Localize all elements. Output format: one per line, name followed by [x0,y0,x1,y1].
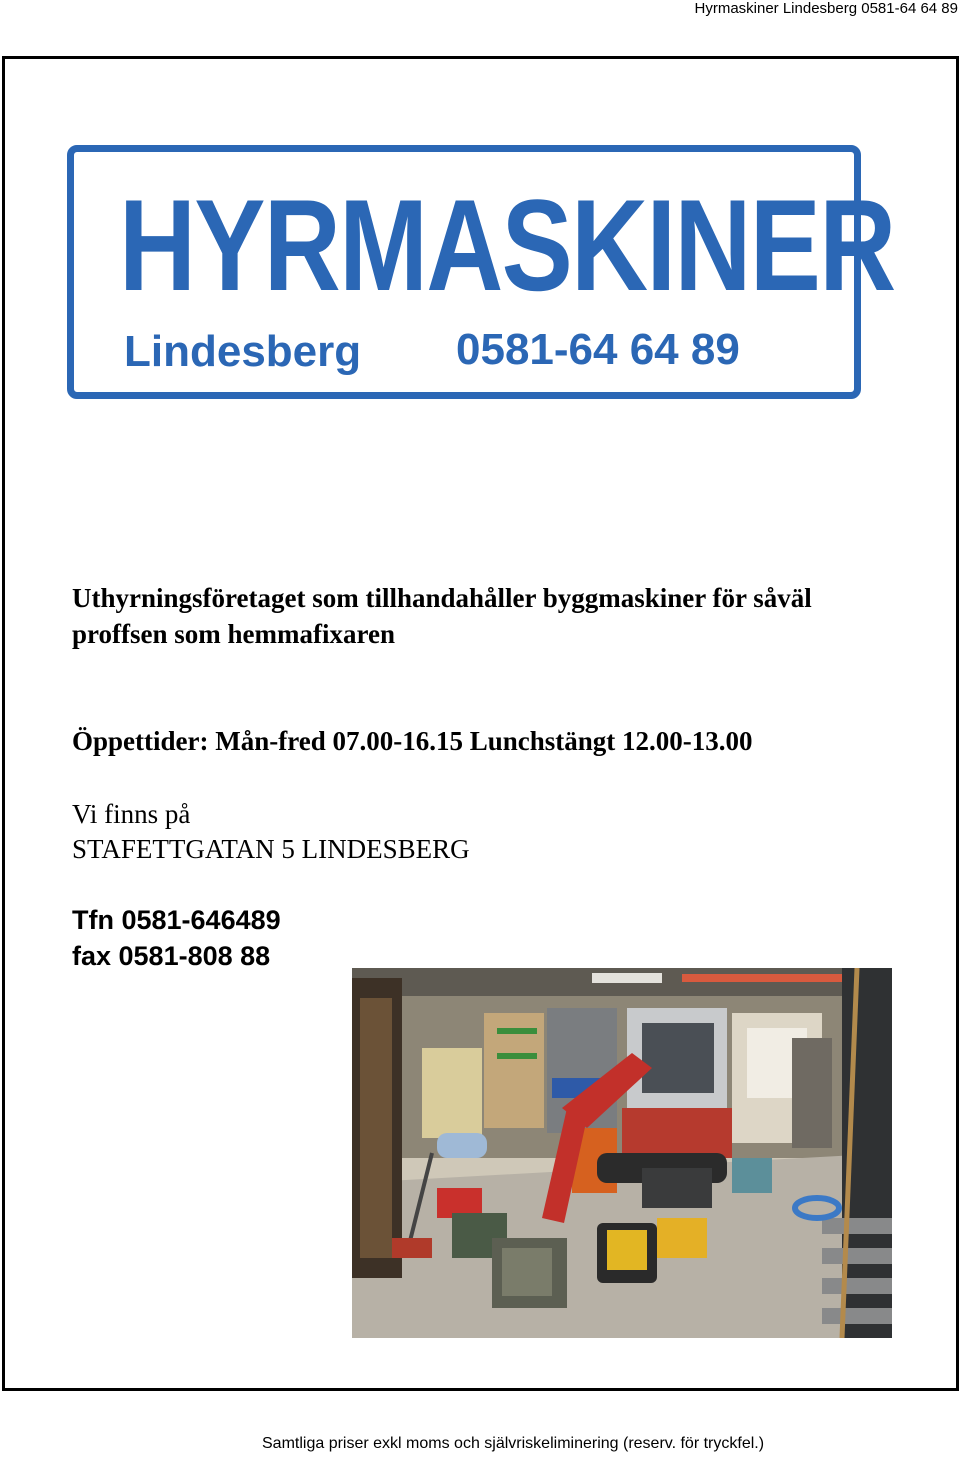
page-header: Hyrmaskiner Lindesberg 0581-64 64 89 [694,0,958,17]
logo-title: HYRMASKINER [119,172,895,318]
logo-city: Lindesberg [124,327,362,376]
address-street: STAFETTGATAN 5 LINDESBERG [72,834,470,864]
intro-line-2: proffsen som hemmafixaren [72,619,395,649]
workshop-photo-illustration [352,968,892,1338]
opening-hours: Öppettider: Mån-fred 07.00-16.15 Lunchstängt 12.00-13.00 [72,726,753,756]
page-footer: Samtliga priser exkl moms och självriskeliminering (reserv. för tryckfel.) [262,1435,765,1452]
intro-line-1: Uthyrningsföretaget som tillhandahåller byggmaskiner för såväl [72,583,812,613]
fax-number: fax 0581-808 88 [72,941,271,971]
company-logo [67,145,895,399]
address-intro: Vi finns på [72,799,191,829]
workshop-photo [352,968,892,1338]
phone-number: Tfn 0581-646489 [72,905,281,935]
logo-phone: 0581-64 64 89 [456,325,740,374]
